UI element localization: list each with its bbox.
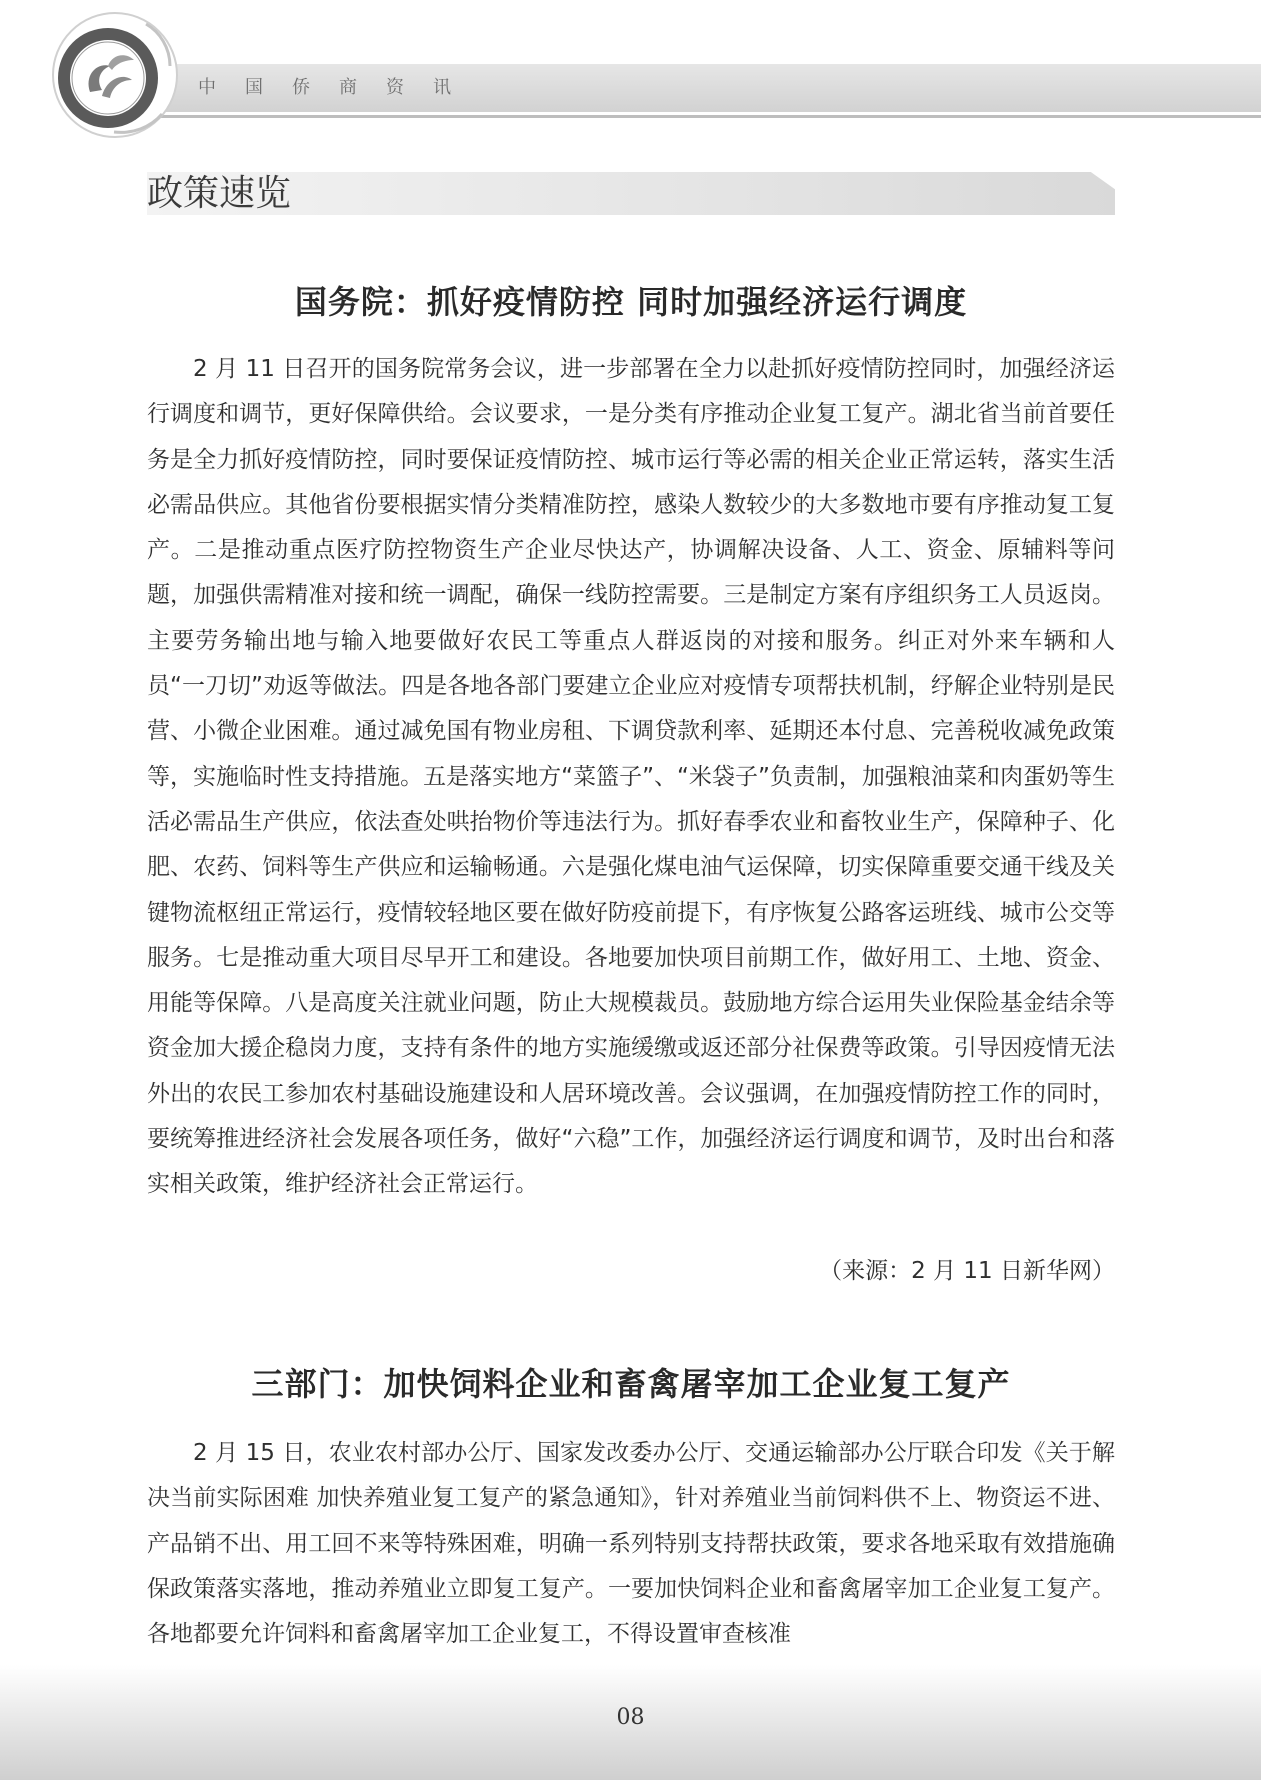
- article-1-paragraph: 2 月 11 日召开的国务院常务会议，进一步部署在全力以赴抓好疫情防控同时，加强经济运行调度和调节，更好保障供给。会议要求，一是分类有序推动企业复工复产。湖北省当前首要任务是全力抓好疫情防控，同时要保证疫情防控、城市运行等必需的相关企业正常运转，落实生活必需品供应。其他省份要根据实情分类精准防控，感染人数较少的大多数地市要有序推动复工复产。二是推动重点医疗防控物资生产企业尽快达产，协调解决设备、人工、资金、原辅料等问题，加强供需精准对接和统一调配，确保一线防控需要。三是制定方案有序组织务工人员返岗。主要劳务输出地与输入地要做好农民工等重点人群返岗的对接和服务。纠正对外来车辆和人员“一刀切”劝返等做法。四是各地各部门要建立企业应对疫情专项帮扶机制，纾解企业特别是民营、小微企业困难。通过减免国有物业房租、下调贷款利率、延期还本付息、完善税收减免政策等，实施临时性支持措施。五是落实地方“菜篮子”、“米袋子”负责制，加强粮油菜和肉蛋奶等生活必需品生产供应，依法查处哄抬物价等违法行为。抓好春季农业和畜牧业生产，保障种子、化肥、农药、饲料等生产供应和运输畅通。六是强化煤电油气运保障，切实保障重要交通干线及关键物流枢纽正常运行，疫情较轻地区要在做好防疫前提下，有序恢复公路客运班线、城市公交等服务。七是推动重大项目尽早开工和建设。各地要加快项目前期工作，做好用工、土地、资金、用能等保障。八是高度关注就业问题，防止大规模裁员。鼓励地方综合运用失业保险基金结余等资金加大援企稳岗力度，支持有条件的地方实施缓缴或返还部分社保费等政策。引导因疫情无法外出的农民工参加农村基础设施建设和人居环境改善。会议强调，在加强疫情防控工作的同时，要统筹推进经济社会发展各项任务，做好“六稳”工作，加强经济运行调度和调节，及时出台和落实相关政策，维护经济社会正常运行。: [147, 356, 1115, 1198]
- article-2-title: 三部门：加快饲料企业和畜禽屠宰加工企业复工复产: [251, 1365, 1011, 1403]
- publication-title: 中国侨商资讯: [198, 77, 480, 98]
- article-2-paragraph: 2 月 15 日，农业农村部办公厅、国家发改委办公厅、交通运输部办公厅联合印发《关于解决当前实际困难 加快养殖业复工复产的紧急通知》，针对养殖业当前饲料供不上、物资运不进、产品销不出、用工回不来等特殊困难，明确一系列特别支持帮扶政策，要求各地采取有效措施确保政策落实落地，推动养殖业立即复工复产。一要加快饲料企业和畜禽屠宰加工企业复工复产。各地都要允许饲料和畜禽屠宰加工企业复工，不得设置审查核准: [147, 1440, 1115, 1648]
- article-1-title: 国务院：抓好疫情防控 同时加强经济运行调度: [294, 283, 968, 321]
- section-title: 政策速览: [147, 173, 292, 214]
- page-number: 08: [616, 1705, 645, 1730]
- section-heading-band: [147, 172, 1115, 215]
- article-2-body: [147, 1431, 1115, 1657]
- article-1-source: （来源：2 月 11 日新华网）: [819, 1258, 1115, 1284]
- org-logo: [50, 10, 180, 140]
- article-1-body: [147, 347, 1115, 1208]
